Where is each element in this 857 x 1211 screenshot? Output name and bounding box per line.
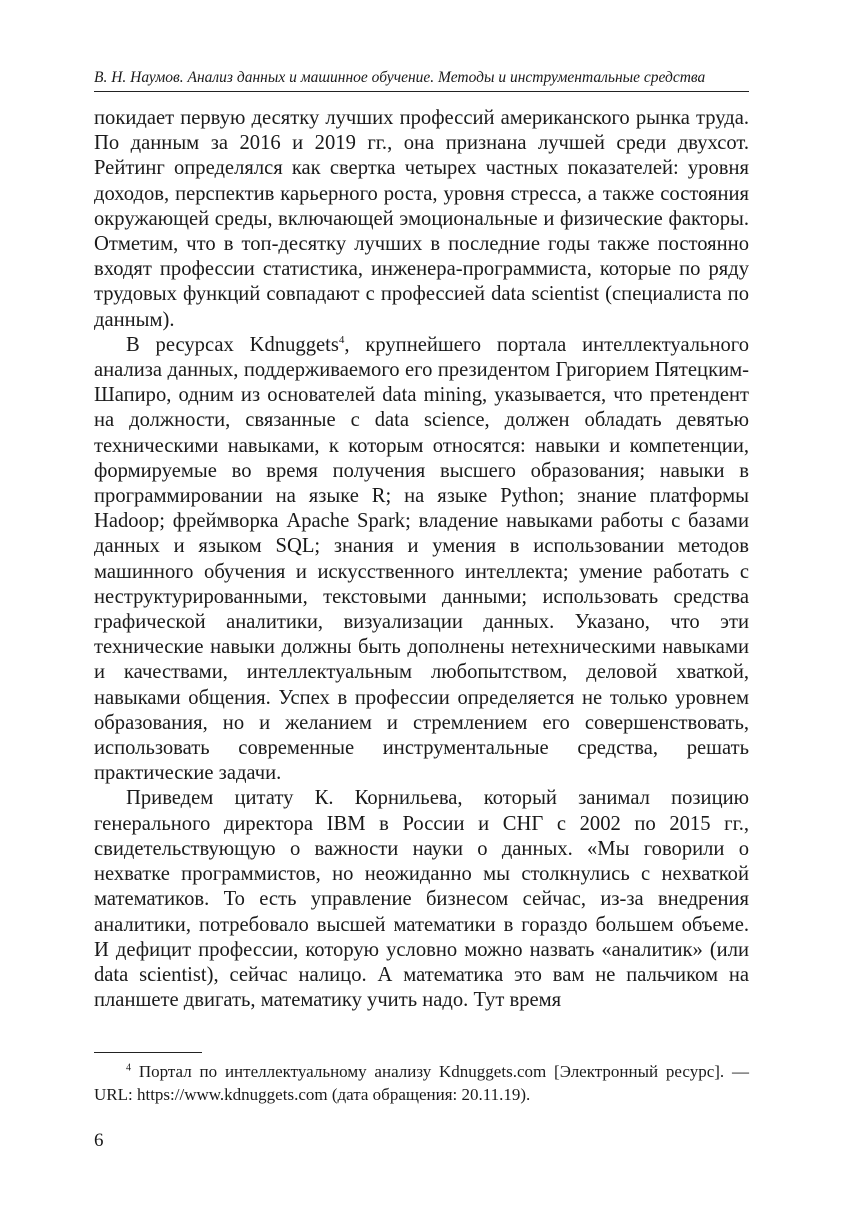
paragraph-2-lead: В ресурсах Kdnuggets [126, 333, 339, 356]
running-head: В. Н. Наумов. Анализ данных и машинное обучение. Методы и инструментальные средства [94, 68, 749, 92]
page-number: 6 [94, 1130, 104, 1151]
footnote-marker: 4 [126, 1062, 131, 1074]
paragraph-3: Приведем цитату К. Корнильева, который занимал позицию генерального директора IBM в России и СНГ с 2002 по 2015 гг., свидетельствующую о важности науки о данных. «Мы говорили о нехватке программистов, но неожиданно мы столкнулись с нехваткой математиков. То есть управление бизнесом сейчас, из-за внедрения аналитики, потребовало высшей математики в гораздо большем объеме. И дефицит профессии, которую условно можно назвать «аналитик» (или data scientist), сейчас налицо. А математика это вам не пальчиком на планшете двигать, математику учить надо. Тут время [94, 787, 749, 1012]
page-body [94, 68, 749, 1013]
main-text [94, 106, 749, 1013]
paragraph-1: покидает первую десятку лучших профессий американского рынка труда. По данным за 2016 и 2019 гг., она признана лучшей среди двухсот. Рейтинг определялся как свертка четырех частных показателей: уровня доходов, перспектив карьерного роста, уровня стресса, а также состояния окружающей среды, включающей эмоциональные и физические факторы. Отметим, что в топ-десятку лучших в последние годы также постоянно входят профессии статистика, инженера-программиста, которые по ряду трудовых функций совпадают с профессией data scientist (специалиста по данным). [94, 107, 749, 331]
paragraph-2-after: , крупнейшего портала интеллектуального [344, 333, 749, 356]
paragraph-2 [94, 333, 749, 787]
footnote-text: Портал по интеллектуальному анализу Kdnuggets.com [Электронный ресурс]. — URL: https://www.kdnuggets.com (дата обращения: 20.11.19). [94, 1062, 750, 1104]
footnote-divider [94, 1052, 202, 1053]
footnote-ref[interactable]: 4 [338, 333, 345, 346]
paragraph-2-rest: анализа данных, поддерживаемого его президентом Григорием Пятецким-Шапиро, одним из основателей data mining, указывается, что претендент на должности, связанные с data science, должен обладать девятью техническими навыками, к которым относятся: навыки и компетенции, формируемые во время получения высшего образования; навыки в программировании на языке R; на языке Python; знание платформы Hadoop; фреймворка Apache Spark; владение навыками работы с базами данных и языком SQL; знания и умения в использовании методов машинного обучения и искусственного интеллекта; умение работать с неструктурированными, текстовыми данными; использовать средства графической аналитики, визуализации данных. Указано, что эти технические навыки должны быть дополнены нетехническими навыками и качествами, интеллектуальным любопытством, деловой хваткой, навыками общения. Успех в профессии определяется не только уровнем образования, но и желанием и стремлением его совершенствовать, использовать современные инструментальные средства, решать практические задачи. [94, 359, 749, 785]
footnote [94, 1060, 749, 1106]
